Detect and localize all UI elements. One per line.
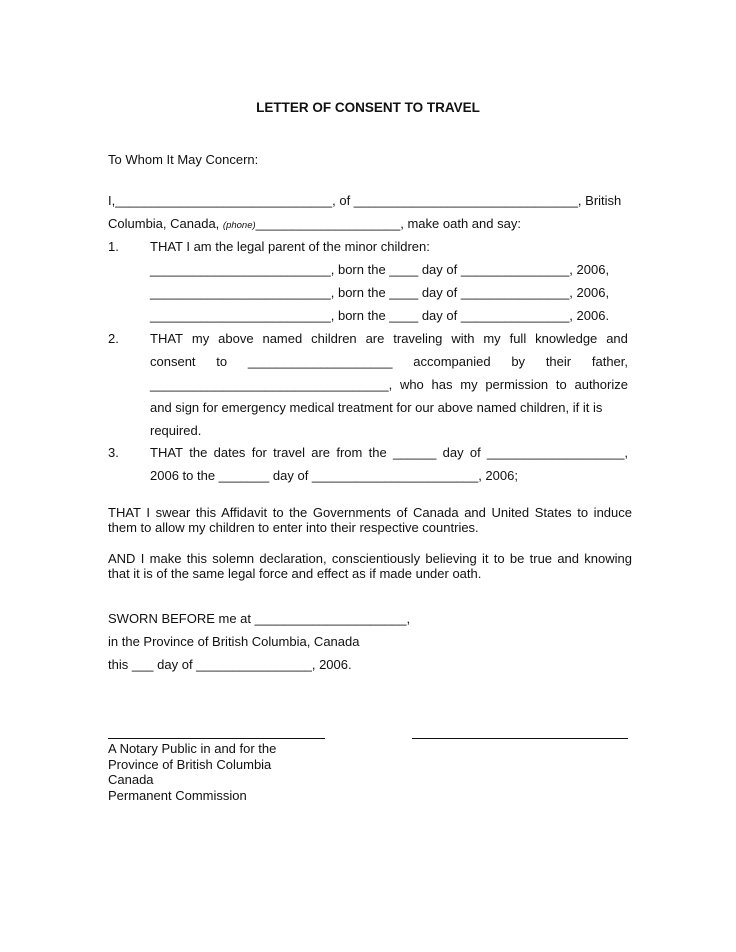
- word: my: [483, 331, 501, 346]
- intro-line-1: I,______________________________, of _______________________________, British: [108, 193, 622, 208]
- sworn-line-1: SWORN BEFORE me at _____________________,: [108, 611, 411, 626]
- notary-line-2: Province of British Columbia: [108, 756, 272, 772]
- item-3-line-1: [150, 445, 628, 461]
- word: travel: [273, 445, 305, 460]
- word: my: [460, 377, 478, 392]
- intro-line-2: [108, 216, 521, 234]
- item-1-lead: THAT I am the legal parent of the minor children:: [150, 239, 430, 254]
- word: _________________________________,: [150, 377, 393, 392]
- sworn-line-2: in the Province of British Columbia, Canada: [108, 634, 360, 649]
- notary-block: [108, 741, 276, 803]
- intro-line-2-end: ____________________, make oath and say:: [255, 216, 521, 231]
- word: their: [545, 354, 572, 369]
- child-line-2: _________________________, born the ____ day of _______________, 2006,: [150, 285, 610, 300]
- word: with: [451, 331, 475, 346]
- word: from: [336, 445, 363, 460]
- word: above: [218, 331, 254, 346]
- item-2-line-5: required.: [150, 423, 202, 438]
- word: accompanied: [413, 354, 491, 369]
- notary-signature-line: [108, 738, 325, 739]
- word: authorize: [574, 377, 628, 392]
- item-2-line-3: [150, 377, 628, 393]
- word: who: [399, 377, 424, 392]
- word: the: [189, 445, 208, 460]
- word: consent: [150, 354, 196, 369]
- word: of: [469, 445, 481, 460]
- notary-line-4: Permanent Commission: [108, 787, 247, 803]
- parent-signature-line: [412, 738, 628, 739]
- word: has: [431, 377, 453, 392]
- affidavit-paragraph: THAT I swear this Affidavit to the Governments of Canada and United States to induce them to allow my children to enter into their respective countries.: [108, 505, 632, 535]
- word: to: [216, 354, 228, 369]
- word: THAT: [150, 331, 183, 346]
- word: ____________________: [247, 354, 393, 369]
- word: the: [368, 445, 387, 460]
- word: named: [262, 331, 303, 346]
- word: dates: [213, 445, 246, 460]
- item-2-line-2: [150, 354, 628, 370]
- word: ___________________,: [487, 445, 628, 460]
- word: children: [311, 331, 357, 346]
- item-2-line-1: [150, 331, 628, 347]
- child-line-3: _________________________, born the ____ day of _______________, 2006.: [150, 308, 610, 323]
- phone-label: (phone): [222, 220, 256, 231]
- word: by: [511, 354, 526, 369]
- salutation: To Whom It May Concern:: [108, 152, 259, 167]
- intro-line-2-text: Columbia, Canada,: [108, 216, 223, 231]
- child-line-1: _________________________, born the ____ day of _______________, 2006,: [150, 262, 610, 277]
- word: for: [251, 445, 267, 460]
- word: permission: [485, 377, 549, 392]
- word: knowledge: [535, 331, 598, 346]
- notary-line-1: A Notary Public in and for the: [108, 741, 277, 756]
- word: are: [311, 445, 331, 460]
- item-3-number: 3.: [108, 445, 119, 460]
- word: traveling: [393, 331, 443, 346]
- item-1-number: 1.: [108, 239, 119, 254]
- document-title: LETTER OF CONSENT TO TRAVEL: [256, 100, 480, 115]
- sworn-line-3: this ___ day of ________________, 2006.: [108, 657, 352, 672]
- declaration-paragraph: AND I make this solemn declaration, conscientiously believing it to be true and knowing that it is of the same legal force and effect as if made under oath.: [108, 551, 632, 581]
- item-2-line-4: and sign for emergency medical treatment for our above named children, if it is: [150, 400, 603, 415]
- word: day: [442, 445, 464, 460]
- word: and: [606, 331, 628, 346]
- word: father,: [591, 354, 628, 369]
- item-3-line-2: 2006 to the _______ day of _______________________, 2006;: [150, 468, 518, 483]
- item-2-number: 2.: [108, 331, 119, 346]
- word: full: [509, 331, 527, 346]
- word: to: [555, 377, 567, 392]
- word: ______: [392, 445, 437, 460]
- word: my: [191, 331, 210, 346]
- word: THAT: [150, 445, 183, 460]
- word: are: [365, 331, 385, 346]
- notary-line-3: Canada: [108, 772, 154, 787]
